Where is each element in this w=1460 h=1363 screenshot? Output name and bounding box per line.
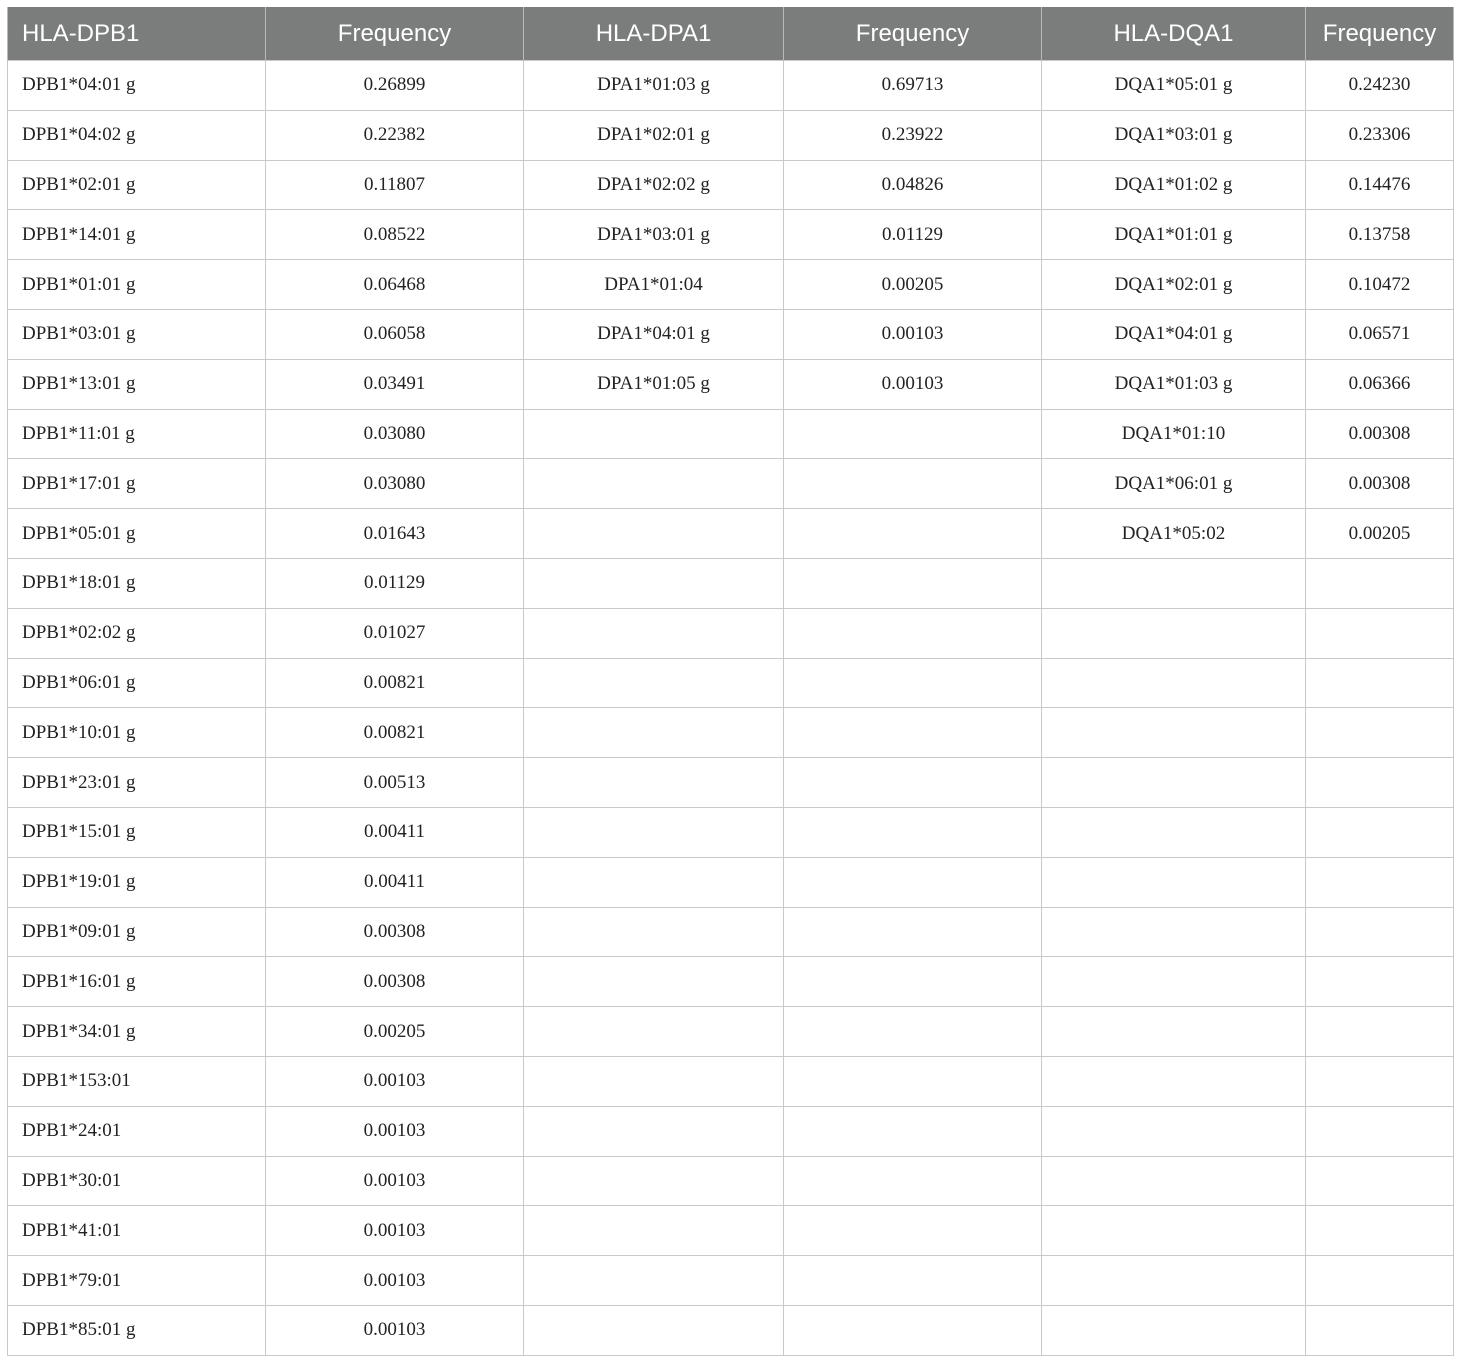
cell-dpb1-allele: DPB1*24:01	[8, 1106, 266, 1156]
cell-dpb1-allele: DPB1*10:01 g	[8, 708, 266, 758]
cell-dpb1-frequency: 0.00411	[266, 807, 524, 857]
cell-dqa1-allele	[1042, 608, 1306, 658]
cell-dpa1-frequency	[784, 1056, 1042, 1106]
header-hla-dpb1: HLA-DPB1	[8, 7, 266, 61]
cell-dpa1-frequency: 0.00205	[784, 260, 1042, 310]
cell-dpa1-frequency	[784, 608, 1042, 658]
cell-dqa1-allele: DQA1*05:02	[1042, 509, 1306, 559]
cell-dpb1-frequency: 0.01129	[266, 558, 524, 608]
cell-dqa1-allele	[1042, 1206, 1306, 1256]
cell-dqa1-frequency	[1306, 807, 1454, 857]
cell-dqa1-allele: DQA1*01:03 g	[1042, 359, 1306, 409]
cell-dpb1-frequency: 0.11807	[266, 160, 524, 210]
table-header	[8, 7, 1454, 61]
cell-dqa1-frequency: 0.00308	[1306, 459, 1454, 509]
cell-dqa1-frequency	[1306, 857, 1454, 907]
cell-dqa1-frequency: 0.24230	[1306, 61, 1454, 111]
table-row	[8, 608, 1454, 658]
table-row	[8, 160, 1454, 210]
header-hla-dpa1: HLA-DPA1	[524, 7, 784, 61]
cell-dpb1-frequency: 0.00103	[266, 1305, 524, 1355]
cell-dpb1-allele: DPB1*85:01 g	[8, 1305, 266, 1355]
cell-dpb1-allele: DPB1*04:02 g	[8, 110, 266, 160]
cell-dqa1-frequency	[1306, 1305, 1454, 1355]
cell-dpa1-frequency: 0.00103	[784, 359, 1042, 409]
cell-dpa1-allele	[524, 708, 784, 758]
cell-dqa1-frequency: 0.06571	[1306, 309, 1454, 359]
cell-dpb1-allele: DPB1*15:01 g	[8, 807, 266, 857]
cell-dqa1-frequency	[1306, 957, 1454, 1007]
cell-dpa1-allele	[524, 857, 784, 907]
cell-dqa1-allele	[1042, 1156, 1306, 1206]
cell-dpb1-allele: DPB1*23:01 g	[8, 758, 266, 808]
cell-dpb1-frequency: 0.00103	[266, 1106, 524, 1156]
cell-dqa1-allele	[1042, 957, 1306, 1007]
cell-dqa1-allele: DQA1*04:01 g	[1042, 309, 1306, 359]
cell-dqa1-allele: DQA1*05:01 g	[1042, 61, 1306, 111]
cell-dpb1-allele: DPB1*02:01 g	[8, 160, 266, 210]
cell-dpb1-allele: DPB1*13:01 g	[8, 359, 266, 409]
table-row	[8, 260, 1454, 310]
cell-dpa1-allele	[524, 907, 784, 957]
cell-dpa1-frequency	[784, 459, 1042, 509]
cell-dqa1-frequency	[1306, 1256, 1454, 1306]
cell-dpb1-frequency: 0.03080	[266, 409, 524, 459]
cell-dpa1-frequency	[784, 807, 1042, 857]
cell-dqa1-allele: DQA1*03:01 g	[1042, 110, 1306, 160]
cell-dqa1-frequency	[1306, 1056, 1454, 1106]
cell-dpb1-frequency: 0.22382	[266, 110, 524, 160]
cell-dpa1-frequency	[784, 1206, 1042, 1256]
cell-dpb1-frequency: 0.00821	[266, 658, 524, 708]
cell-dpb1-frequency: 0.01027	[266, 608, 524, 658]
cell-dpa1-allele	[524, 1206, 784, 1256]
table-row	[8, 359, 1454, 409]
cell-dpa1-frequency	[784, 857, 1042, 907]
header-frequency-dqa1: Frequency	[1306, 7, 1454, 61]
cell-dpa1-frequency	[784, 708, 1042, 758]
cell-dqa1-frequency: 0.13758	[1306, 210, 1454, 260]
cell-dqa1-frequency	[1306, 608, 1454, 658]
cell-dpb1-allele: DPB1*79:01	[8, 1256, 266, 1306]
cell-dpa1-allele: DPA1*01:05 g	[524, 359, 784, 409]
cell-dqa1-allele	[1042, 1007, 1306, 1057]
cell-dpa1-allele	[524, 957, 784, 1007]
cell-dqa1-allele	[1042, 1305, 1306, 1355]
table-row	[8, 957, 1454, 1007]
cell-dpb1-frequency: 0.26899	[266, 61, 524, 111]
table-row	[8, 658, 1454, 708]
cell-dpa1-allele: DPA1*01:03 g	[524, 61, 784, 111]
cell-dpa1-allele	[524, 758, 784, 808]
cell-dpa1-allele: DPA1*01:04	[524, 260, 784, 310]
cell-dqa1-frequency: 0.00205	[1306, 509, 1454, 559]
allele-frequency-table	[7, 7, 1454, 1356]
table-row	[8, 857, 1454, 907]
cell-dpa1-allele	[524, 459, 784, 509]
cell-dpa1-allele	[524, 807, 784, 857]
cell-dpb1-frequency: 0.00308	[266, 907, 524, 957]
cell-dpa1-allele	[524, 608, 784, 658]
table-row	[8, 1106, 1454, 1156]
table-row	[8, 61, 1454, 111]
cell-dqa1-allele: DQA1*01:01 g	[1042, 210, 1306, 260]
table-row	[8, 1156, 1454, 1206]
cell-dpa1-frequency: 0.04826	[784, 160, 1042, 210]
cell-dpb1-frequency: 0.08522	[266, 210, 524, 260]
cell-dqa1-allele	[1042, 758, 1306, 808]
cell-dqa1-frequency	[1306, 1007, 1454, 1057]
cell-dpa1-allele	[524, 1156, 784, 1206]
allele-frequency-table-container	[7, 7, 1453, 1356]
header-row	[8, 7, 1454, 61]
cell-dqa1-allele	[1042, 658, 1306, 708]
cell-dpa1-allele	[524, 1305, 784, 1355]
cell-dpb1-allele: DPB1*16:01 g	[8, 957, 266, 1007]
cell-dqa1-allele	[1042, 907, 1306, 957]
cell-dpb1-frequency: 0.06468	[266, 260, 524, 310]
cell-dpa1-allele: DPA1*02:02 g	[524, 160, 784, 210]
cell-dpa1-frequency	[784, 558, 1042, 608]
cell-dqa1-frequency: 0.14476	[1306, 160, 1454, 210]
cell-dpa1-frequency	[784, 1007, 1042, 1057]
table-row	[8, 110, 1454, 160]
cell-dpb1-frequency: 0.00103	[266, 1056, 524, 1106]
cell-dqa1-allele: DQA1*01:02 g	[1042, 160, 1306, 210]
cell-dpb1-allele: DPB1*17:01 g	[8, 459, 266, 509]
cell-dpb1-frequency: 0.01643	[266, 509, 524, 559]
cell-dpa1-frequency	[784, 1106, 1042, 1156]
table-row	[8, 509, 1454, 559]
cell-dpb1-frequency: 0.00513	[266, 758, 524, 808]
cell-dqa1-frequency	[1306, 1206, 1454, 1256]
cell-dpa1-allele	[524, 1056, 784, 1106]
table-row	[8, 1206, 1454, 1256]
cell-dpa1-allele: DPA1*03:01 g	[524, 210, 784, 260]
cell-dqa1-frequency: 0.00308	[1306, 409, 1454, 459]
cell-dqa1-frequency: 0.06366	[1306, 359, 1454, 409]
cell-dpb1-allele: DPB1*19:01 g	[8, 857, 266, 907]
cell-dpb1-frequency: 0.00103	[266, 1256, 524, 1306]
table-row	[8, 708, 1454, 758]
cell-dpa1-frequency	[784, 907, 1042, 957]
table-row	[8, 807, 1454, 857]
cell-dpa1-allele	[524, 1007, 784, 1057]
cell-dpa1-frequency	[784, 758, 1042, 808]
table-row	[8, 409, 1454, 459]
cell-dpa1-frequency	[784, 658, 1042, 708]
cell-dqa1-frequency	[1306, 758, 1454, 808]
cell-dqa1-allele	[1042, 1056, 1306, 1106]
cell-dqa1-allele: DQA1*06:01 g	[1042, 459, 1306, 509]
cell-dpb1-allele: DPB1*14:01 g	[8, 210, 266, 260]
cell-dqa1-frequency	[1306, 1156, 1454, 1206]
cell-dqa1-frequency	[1306, 907, 1454, 957]
table-row	[8, 459, 1454, 509]
cell-dpa1-allele: DPA1*02:01 g	[524, 110, 784, 160]
cell-dpb1-allele: DPB1*30:01	[8, 1156, 266, 1206]
cell-dpb1-allele: DPB1*34:01 g	[8, 1007, 266, 1057]
header-frequency-dpb1: Frequency	[266, 7, 524, 61]
cell-dqa1-allele: DQA1*02:01 g	[1042, 260, 1306, 310]
cell-dpb1-frequency: 0.03491	[266, 359, 524, 409]
cell-dpa1-frequency	[784, 409, 1042, 459]
header-hla-dqa1: HLA-DQA1	[1042, 7, 1306, 61]
cell-dqa1-allele	[1042, 558, 1306, 608]
cell-dpb1-allele: DPB1*04:01 g	[8, 61, 266, 111]
cell-dpb1-allele: DPB1*01:01 g	[8, 260, 266, 310]
cell-dpb1-allele: DPB1*05:01 g	[8, 509, 266, 559]
table-row	[8, 1007, 1454, 1057]
cell-dpa1-frequency	[784, 1156, 1042, 1206]
cell-dpa1-frequency	[784, 509, 1042, 559]
table-row	[8, 1305, 1454, 1355]
cell-dpb1-allele: DPB1*06:01 g	[8, 658, 266, 708]
cell-dpa1-frequency	[784, 957, 1042, 1007]
cell-dqa1-allele: DQA1*01:10	[1042, 409, 1306, 459]
cell-dpa1-frequency: 0.00103	[784, 309, 1042, 359]
cell-dpb1-frequency: 0.03080	[266, 459, 524, 509]
cell-dpa1-frequency	[784, 1305, 1042, 1355]
table-row	[8, 558, 1454, 608]
cell-dpb1-allele: DPB1*41:01	[8, 1206, 266, 1256]
cell-dpb1-frequency: 0.00103	[266, 1156, 524, 1206]
cell-dqa1-allele	[1042, 1256, 1306, 1306]
cell-dqa1-allele	[1042, 1106, 1306, 1156]
cell-dqa1-frequency	[1306, 708, 1454, 758]
cell-dqa1-frequency: 0.10472	[1306, 260, 1454, 310]
table-row	[8, 1056, 1454, 1106]
cell-dpa1-allele	[524, 658, 784, 708]
cell-dpb1-frequency: 0.00205	[266, 1007, 524, 1057]
cell-dpb1-allele: DPB1*153:01	[8, 1056, 266, 1106]
table-row	[8, 1256, 1454, 1306]
cell-dpb1-frequency: 0.00103	[266, 1206, 524, 1256]
cell-dpa1-allele	[524, 1256, 784, 1306]
cell-dqa1-frequency	[1306, 558, 1454, 608]
cell-dpa1-frequency: 0.01129	[784, 210, 1042, 260]
cell-dqa1-allele	[1042, 807, 1306, 857]
cell-dpa1-allele: DPA1*04:01 g	[524, 309, 784, 359]
cell-dpb1-frequency: 0.00821	[266, 708, 524, 758]
cell-dpb1-allele: DPB1*09:01 g	[8, 907, 266, 957]
cell-dpa1-frequency: 0.23922	[784, 110, 1042, 160]
cell-dpb1-allele: DPB1*18:01 g	[8, 558, 266, 608]
table-row	[8, 758, 1454, 808]
cell-dqa1-allele	[1042, 708, 1306, 758]
cell-dqa1-frequency	[1306, 658, 1454, 708]
cell-dpa1-allele	[524, 509, 784, 559]
cell-dpb1-frequency: 0.00411	[266, 857, 524, 907]
cell-dpa1-allele	[524, 1106, 784, 1156]
cell-dpb1-frequency: 0.06058	[266, 309, 524, 359]
table-row	[8, 210, 1454, 260]
cell-dpa1-frequency: 0.69713	[784, 61, 1042, 111]
table-row	[8, 309, 1454, 359]
cell-dqa1-frequency	[1306, 1106, 1454, 1156]
cell-dpa1-allele	[524, 558, 784, 608]
cell-dpb1-allele: DPB1*11:01 g	[8, 409, 266, 459]
cell-dpb1-frequency: 0.00308	[266, 957, 524, 1007]
cell-dqa1-frequency: 0.23306	[1306, 110, 1454, 160]
cell-dpa1-frequency	[784, 1256, 1042, 1306]
cell-dqa1-allele	[1042, 857, 1306, 907]
table-body	[8, 61, 1454, 1356]
cell-dpa1-allele	[524, 409, 784, 459]
cell-dpb1-allele: DPB1*03:01 g	[8, 309, 266, 359]
cell-dpb1-allele: DPB1*02:02 g	[8, 608, 266, 658]
table-row	[8, 907, 1454, 957]
header-frequency-dpa1: Frequency	[784, 7, 1042, 61]
